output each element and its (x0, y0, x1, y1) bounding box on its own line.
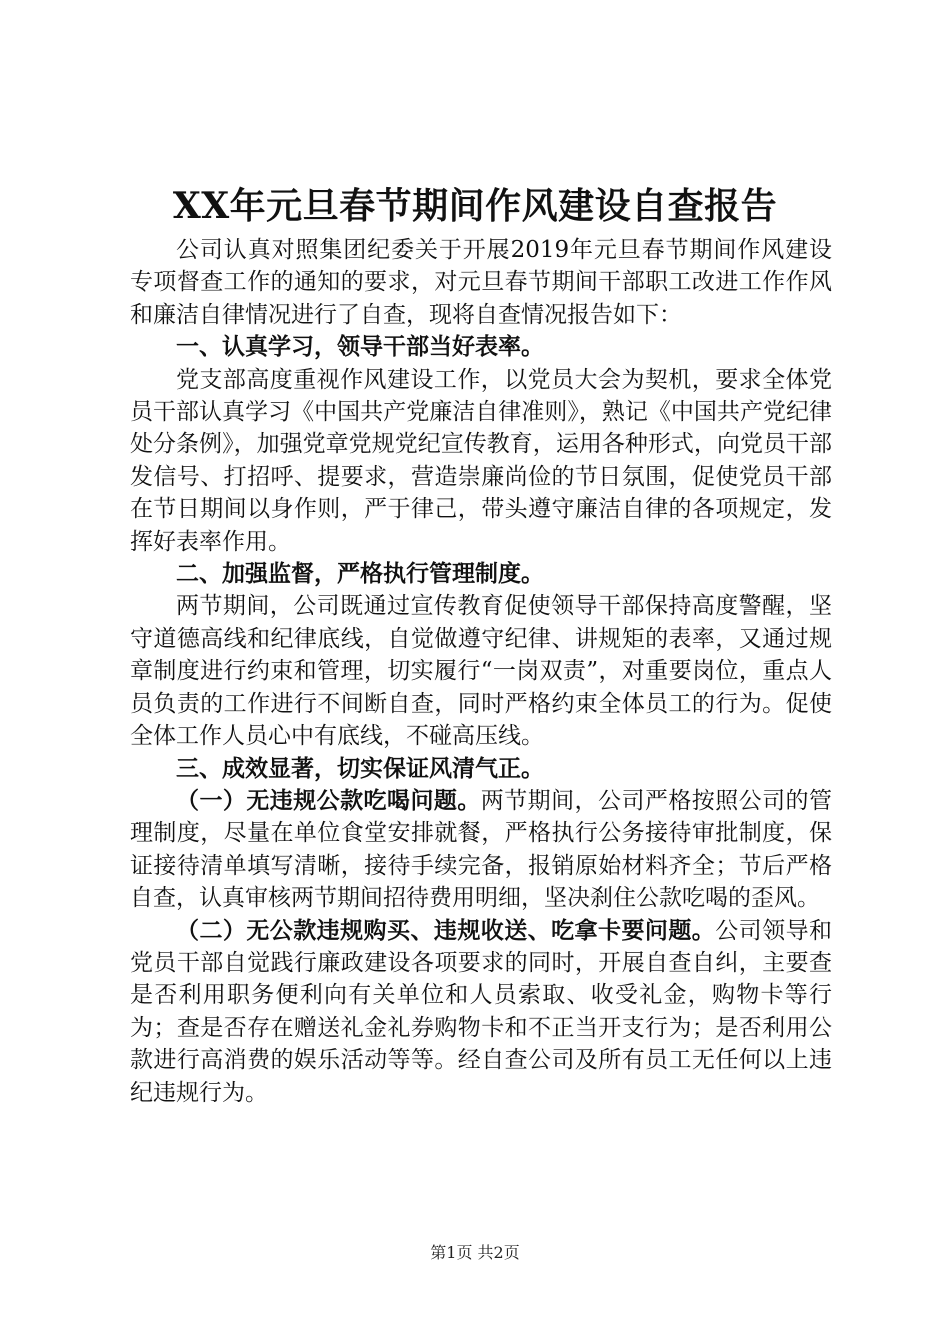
section-3-heading: 三、成效显著，切实保证风清气正。 (176, 754, 544, 782)
section-2-paragraph: 两节期间，公司既通过宣传教育促使领导干部保持高度警醒，坚守道德高线和纪律底线，自觉做遵守纪律、讲规矩的表率，又通过规章制度进行约束和管理，切实履行“一岗双责”，对重要岗位，重点人员负责的工作进行不间断自查，同时严格约束全体员工的行为。促使全体工作人员心中有底线，不碰高压线。 (130, 593, 832, 750)
section-2-heading: 二、加强监督，严格执行管理制度。 (176, 560, 544, 588)
subsection-1-body: 两节期间，公司严格按照公司的管理制度，尽量在单位食堂安排就餐，严格执行公务接待审批制度，保证接待清单填写清晰，接待手续完备，报销原始材料齐全；节后严格自查，认真审核两节期间招待费用明细，坚决刹住公款吃喝的歪风。 (130, 787, 833, 912)
section-1-paragraph: 党支部高度重视作风建设工作，以党员大会为契机，要求全体党员干部认真学习《中国共产党廉洁自律准则》，熟记《中国共产党纪律处分条例》，加强党章党规党纪宣传教育，运用各种形式，向党员干部发信号、打招呼、提要求，营造崇廉尚俭的节日氛围，促使党员干部在节日期间以身作则，严于律己，带头遵守廉洁自律的各项规定，发挥好表率作用。 (130, 366, 832, 555)
subsection-1-lead: （一）无违规公款吃喝问题。 (176, 786, 481, 814)
document-title: XX年元旦春节期间作风建设自查报告 (172, 185, 778, 227)
subsection-1-paragraph (130, 785, 832, 915)
document-body (130, 234, 832, 1109)
subsection-2-paragraph (130, 915, 832, 1109)
subsection-2-body: 公司领导和党员干部自觉践行廉政建设各项要求的同时，开展自查自纠，主要查是否利用职务便利向有关单位和人员索取、收受礼金，购物卡等行为；查是否存在赠送礼金礼券购物卡和不正当开支行为；是否利用公款进行高消费的娱乐活动等等。经自查公司及所有员工无任何以上违纪违规行为。 (130, 917, 833, 1106)
subsection-2-lead: （二）无公款违规购买、违规收送、吃拿卡要问题。 (176, 916, 716, 944)
section-1-heading: 一、认真学习，领导干部当好表率。 (176, 333, 544, 361)
page-footer: 第1页 共2页 (430, 1243, 520, 1262)
intro-paragraph: 公司认真对照集团纪委关于开展2019年元旦春节期间作风建设专项督查工作的通知的要求，对元旦春节期间干部职工改进工作作风和廉洁自律情况进行了自查，现将自查情况报告如下： (130, 237, 832, 328)
